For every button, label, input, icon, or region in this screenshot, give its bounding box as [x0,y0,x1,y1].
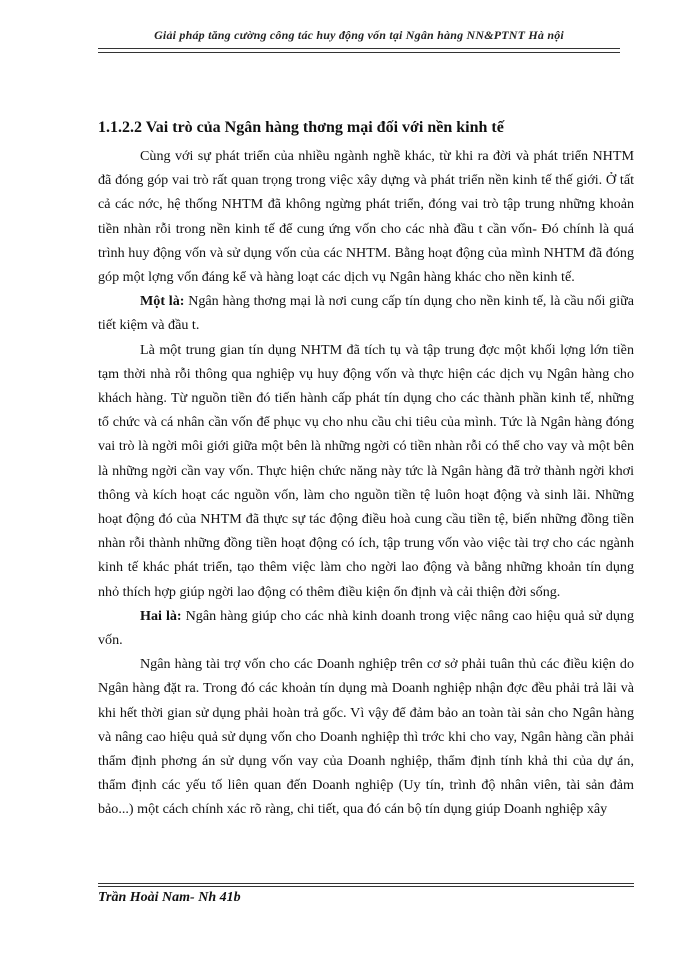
paragraph-text: Ngân hàng giúp cho các nhà kinh doanh trong việc nâng cao hiệu quả sử dụng vốn. [98,607,635,649]
paragraph-text: Ngân hàng thơng mại là nơi cung cấp tín dụng cho nền kinh tế, là cầu nối giữa tiết kiệm và đầu t. [98,293,635,334]
footer-divider-double [98,886,634,887]
paragraph-role-one-detail [98,338,634,604]
paragraph-role-one [98,289,634,337]
paragraph-lead: Một là: [140,293,185,310]
footer-divider [98,883,634,884]
paragraph-text: Là một trung gian tín dụng NHTM đã tích tụ và tập trung đợc một khối lợng lớn tiền tạm thời nhà rỗi thông qua nghiệp vụ huy động vốn và thực hiện các dịch vụ Ngân hàng cho khách hàng. Từ nguồn tiền đó tiến hành cấp phát tín dụng cho các thành phần kinh tế, những tổ chức và cá nhân cần vốn để phục vụ cho nhu cầu chi tiêu của mình. Tức là Ngân hàng đóng vai trò là ngời môi giới giữa một bên là những ngời có tiền nhàn rỗi có thể cho vay và một bên là những ngời cần vay vốn. Thực hiện chức năng này tức là Ngân hàng đã trở thành ngời khơi thông và kích hoạt các nguồn vốn, làm cho nguồn tiền tệ luôn hoạt động và sinh lãi. Những hoạt động đó của NHTM đã thực sự tác động điều hoà cung cầu tiền tệ, biến những đồng tiền nhàn rỗi thành những đồng tiền hoạt động có ích, tập trung vốn vào việc tài trợ cho các ngành kinh tế khác phát triển, tạo thêm việc làm cho ngời lao động và bằng những khoản tín dụng nhỏ thích hợp giúp ngời lao động có thêm điều kiện ổn định và cải thiện đời sống. [98,341,634,600]
paragraph-lead: Hai là: [140,607,182,624]
running-header: Giải pháp tăng cường công tác huy động vốn tại Ngân hàng NN&PTNT Hà nội [154,28,564,42]
header-divider [98,48,620,49]
header-divider-double [98,52,620,53]
footer-author: Trần Hoài Nam- Nh 41b [98,890,241,905]
paragraph-intro [98,144,634,289]
section-heading: 1.1.2.2 Vai trò của Ngân hàng thơng mại đối với nền kinh tế [98,119,504,136]
paragraph-role-two-detail [98,652,634,821]
paragraph-role-two [98,604,634,652]
paragraph-text: Ngân hàng tài trợ vốn cho các Doanh nghiệp trên cơ sở phải tuân thủ các điều kiện do Ngân hàng đặt ra. Trong đó các khoản tín dụng mà Doanh nghiệp nhận đợc đều phải trả lãi và khi hết thời gian sử dụng phải hoàn trả gốc. Vì vậy để đảm bảo an toàn tài sản cho Ngân hàng và nâng cao hiệu quả sử dụng vốn cho Doanh nghiệp thì trớc khi cho vay, Ngân hàng cần phải thẩm định phơng án sử dụng vốn vay của Doanh nghiệp, thẩm định tính khả thi của dự án, thẩm định các yếu tố liên quan đến Doanh nghiệp (Uy tín, trình độ nhân viên, tài sản đảm bảo...) một cách chính xác rõ ràng, chi tiết, qua đó cán bộ tín dụng giúp Doanh nghiệp xây [98,656,634,818]
document-body [98,116,634,822]
paragraph-text: Cùng với sự phát triển của nhiều ngành nghề khác, từ khi ra đời và phát triển NHTM đã đóng góp vai trò rất quan trọng trong việc xây dựng và phát triển nền kinh tế thế giới. Ở tất cả các nớc, hệ thống NHTM đã không ngừng phát triển, đóng vai trò tập trung những khoản tiền nhàn rỗi trong nền kinh tế để cung ứng vốn cho các nhà đầu t cần vốn- Đó chính là quá trình huy động vốn và sử dụng vốn của các NHTM. Bằng hoạt động của mình NHTM đã đóng góp một lợng vốn đáng kể và hàng loạt các dịch vụ Ngân hàng khác cho nền kinh tế. [98,148,634,286]
